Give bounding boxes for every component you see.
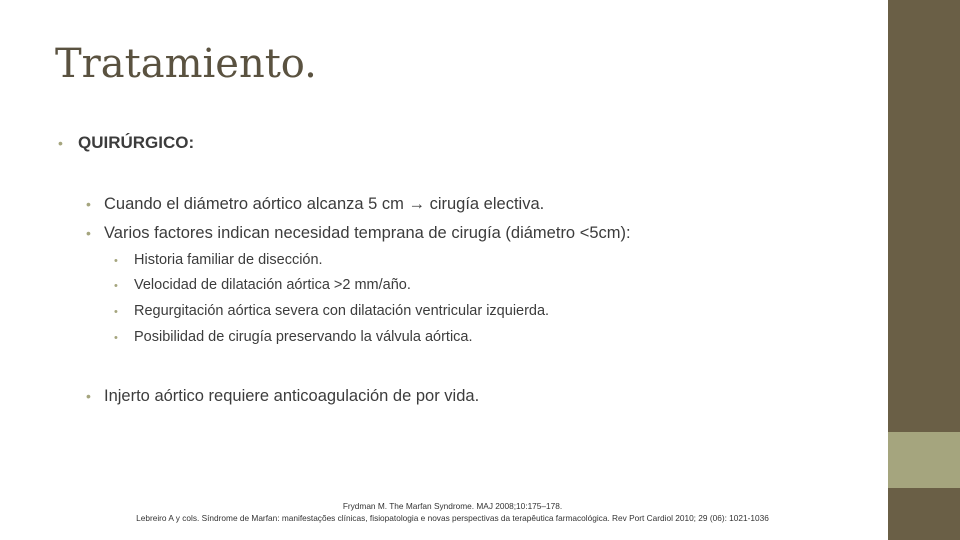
bullet-marker: • <box>114 280 118 292</box>
bullet-marker: • <box>86 388 91 404</box>
bullet-marker: • <box>114 255 118 267</box>
sidebar-band-accent <box>888 432 960 488</box>
bullet-text: Velocidad de dilatación aórtica >2 mm/año. <box>134 277 411 293</box>
bullet-text: Posibilidad de cirugía preservando la válvula aórtica. <box>134 329 473 345</box>
bullet-level2 <box>86 195 544 214</box>
bullet-text: Varios factores indican necesidad temprana de cirugía (diámetro <5cm): <box>104 224 631 242</box>
bullet-marker: • <box>86 196 91 212</box>
bullet-level2 <box>86 224 631 243</box>
bullet-level3 <box>114 252 323 268</box>
bullet-level3 <box>114 329 473 345</box>
bullet-level3 <box>114 303 549 319</box>
reference-line: Lebreiro A y cols. Síndrome de Marfan: manifestações clínicas, fisiopatologia e novas perspectivas da terapêutica farmacológica. Rev Port Cardiol 2010; 29 (06): 1021-1036 <box>136 513 769 523</box>
bullet-text: Cuando el diámetro aórtico alcanza 5 cm → cirugía electiva. <box>104 195 545 213</box>
bullet-marker: • <box>114 332 118 344</box>
bullet-marker: • <box>58 135 63 151</box>
bullet-level3 <box>114 277 411 293</box>
bullet-level2 <box>86 387 479 406</box>
sidebar-band-top <box>888 0 960 432</box>
reference-line: Frydman M. The Marfan Syndrome. MAJ 2008;10:175–178. <box>342 501 563 511</box>
bullet-text: Injerto aórtico requiere anticoagulación de por vida. <box>104 387 480 405</box>
bullet-text: Regurgitación aórtica severa con dilatación ventricular izquierda. <box>134 303 550 319</box>
bullet-text: Historia familiar de disección. <box>134 252 323 268</box>
bullet-marker: • <box>114 306 118 318</box>
references <box>0 500 905 524</box>
slide-title: Tratamiento. <box>55 41 317 87</box>
bullet-text: QUIRÚRGICO: <box>78 133 195 152</box>
bullet-level1 <box>58 133 194 153</box>
bullet-marker: • <box>86 225 91 241</box>
